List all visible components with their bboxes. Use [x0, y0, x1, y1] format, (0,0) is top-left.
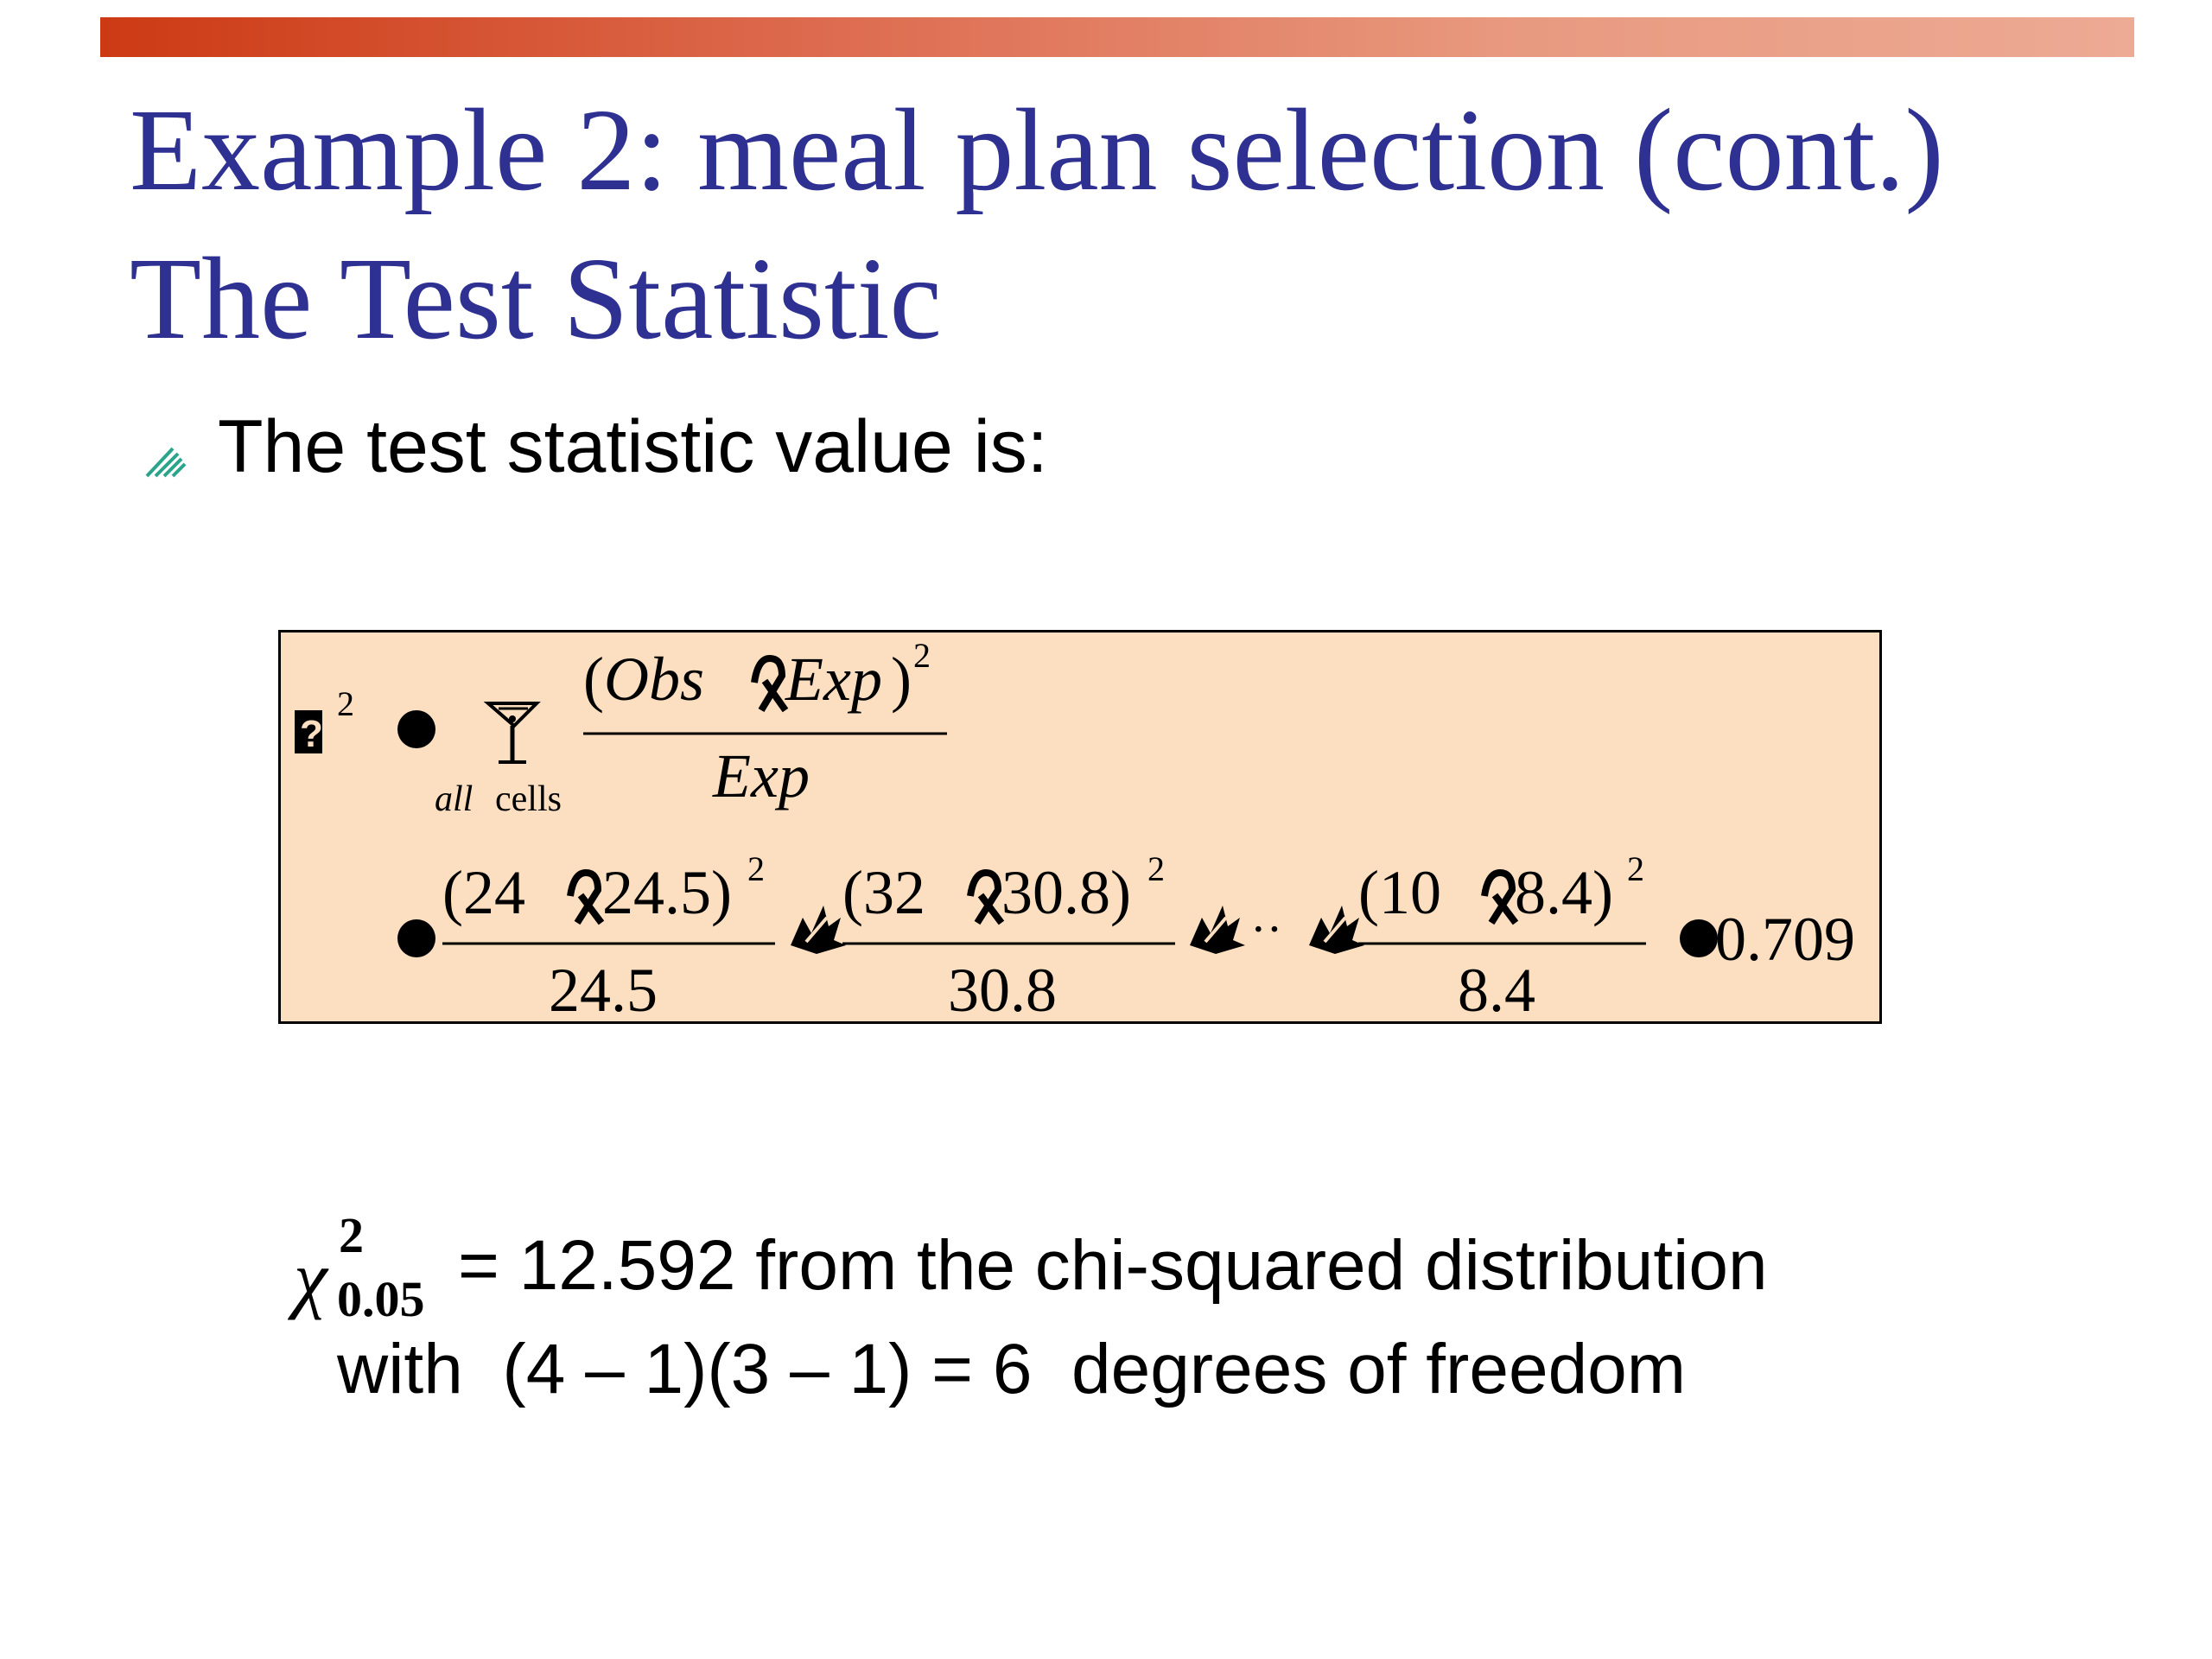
bullet-item [143, 404, 1048, 490]
equals-glyph-icon [1680, 919, 1718, 957]
term1-numerator-b: 24.5) [602, 858, 732, 927]
term1-numerator-a: (24 [442, 858, 525, 927]
term1-denominator: 24.5 [549, 956, 658, 1021]
slide-title [130, 76, 1944, 373]
sum-subscript-all: all [435, 779, 474, 819]
general-denominator: Exp [713, 741, 810, 810]
term2-sup: 2 [1147, 849, 1165, 888]
chi-glyph-icon [295, 710, 323, 755]
term2-numerator-b: 30.8) [1001, 858, 1131, 927]
term1-sup: 2 [747, 849, 765, 888]
formula-graphic [281, 632, 1879, 1021]
summation-glyph-icon [488, 703, 537, 762]
general-numerator-close: ) [891, 645, 912, 714]
minus-glyph-icon [970, 873, 1001, 923]
plus-glyph-icon [1309, 906, 1364, 954]
equals-glyph-icon [397, 710, 435, 748]
term3-numerator-a: (10 [1358, 858, 1441, 927]
chi-symbol: χ [294, 1237, 327, 1321]
term3-denominator: 8.4 [1458, 956, 1535, 1021]
plus-glyph-icon [1190, 906, 1245, 954]
chi-superscript: 2 [339, 1207, 364, 1263]
general-numerator-sup: 2 [913, 636, 931, 675]
term2-denominator: 30.8 [948, 956, 1057, 1021]
general-numerator-open: ( [583, 645, 604, 714]
title-line-1: Example 2: meal plan selection (cont.) [130, 86, 1944, 215]
sum-subscript-cells: cells [495, 779, 562, 819]
title-line-2: The Test Statistic [130, 234, 942, 364]
equals-glyph-icon [397, 919, 435, 957]
term3-numerator-b: 8.4) [1515, 858, 1613, 927]
minus-glyph-icon [570, 873, 601, 923]
plus-glyph-icon [791, 906, 846, 954]
general-numerator-exp: Exp [785, 645, 882, 714]
lhs-exponent: 2 [337, 684, 354, 723]
green-slash-bullet-icon [143, 436, 188, 481]
chi-subscript: 0.05 [337, 1271, 425, 1327]
ellipsis: ·· [1250, 903, 1283, 957]
term2-numerator-a: (32 [842, 858, 925, 927]
critical-value-text: = 12.592 from the chi-squared distribution [458, 1226, 1768, 1305]
minus-glyph-icon [1484, 873, 1516, 923]
formula-result: 0.709 [1715, 905, 1855, 974]
bullet-text: The test statistic value is: [218, 405, 1048, 488]
term3-sup: 2 [1627, 849, 1644, 888]
svg-text:?: ? [300, 713, 323, 755]
test-statistic-formula [278, 630, 1882, 1024]
minus-glyph-icon [754, 658, 785, 710]
degrees-of-freedom-text: with (4 – 1)(3 – 1) = 6 degrees of freedom [337, 1330, 1687, 1408]
general-numerator-obs: Obs [604, 645, 705, 714]
title-accent-bar [100, 17, 2134, 57]
